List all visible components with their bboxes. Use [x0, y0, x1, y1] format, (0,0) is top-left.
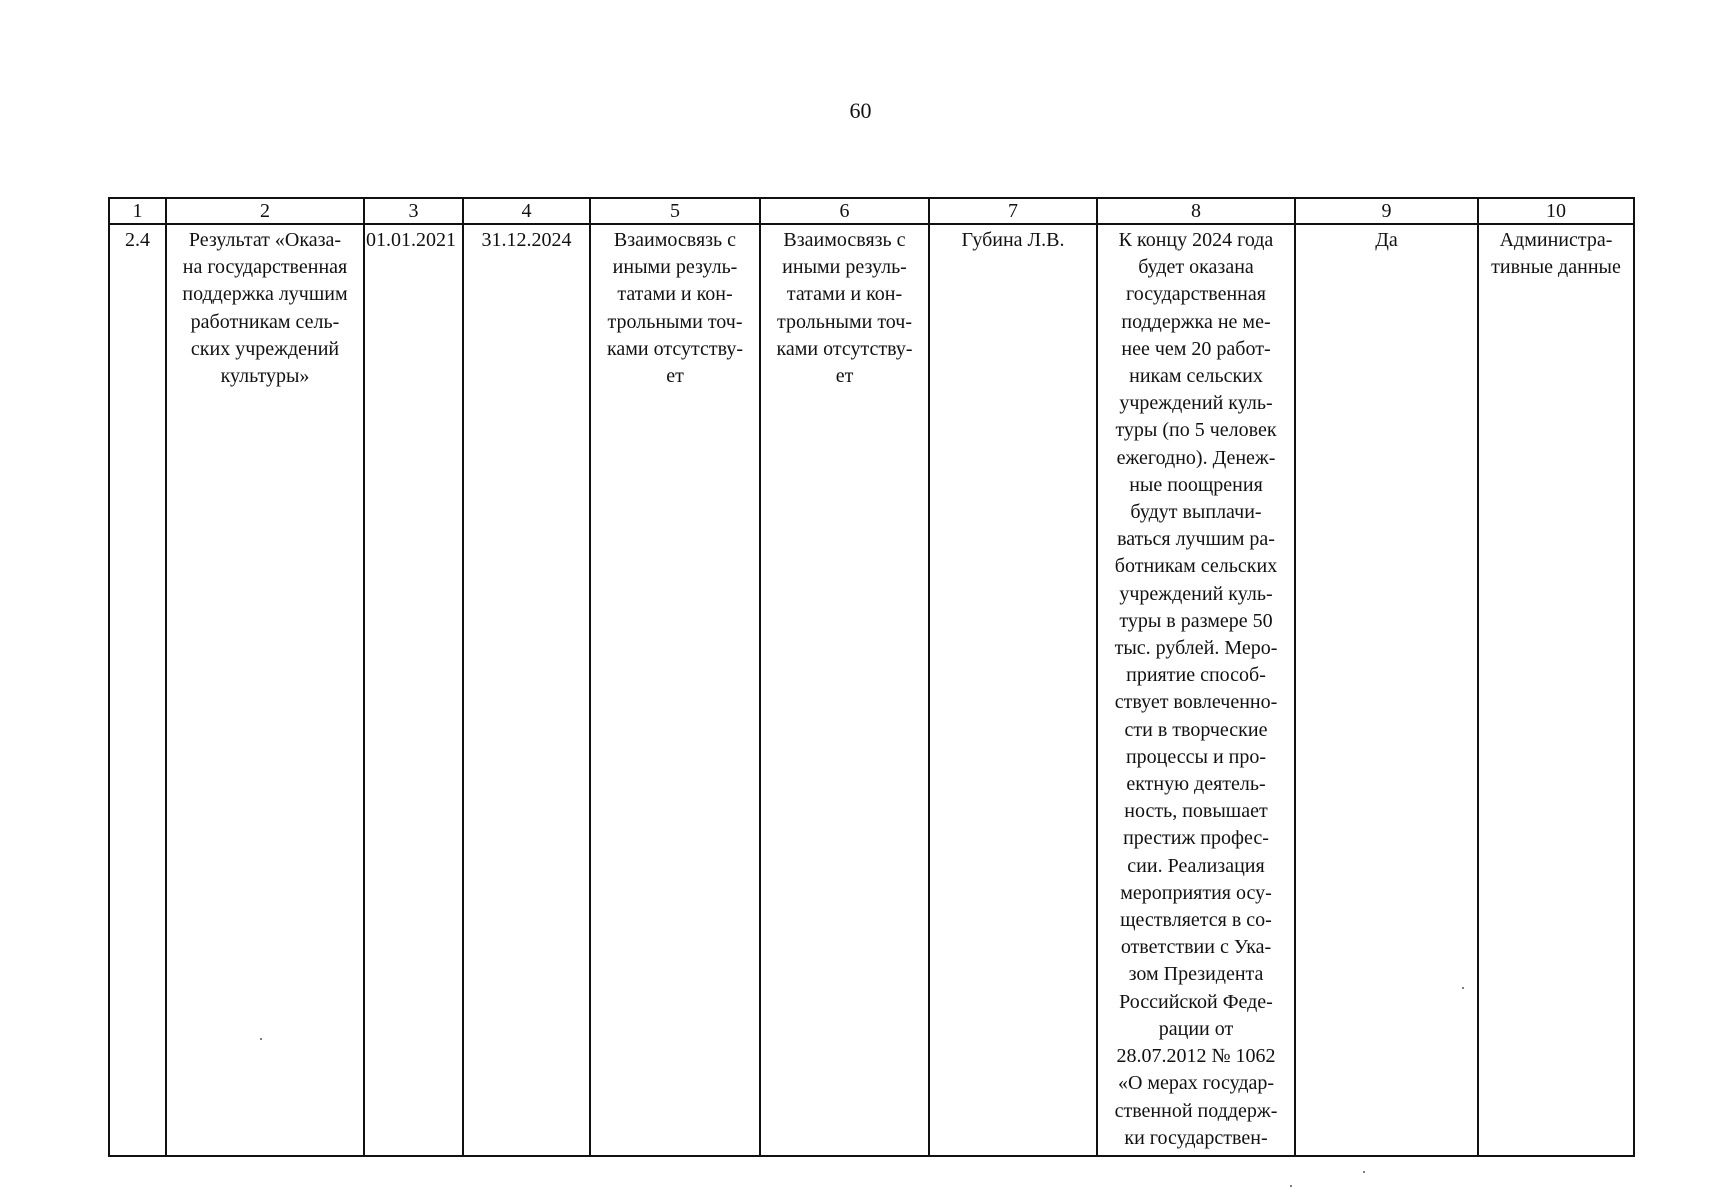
- results-table: [108, 197, 1635, 1157]
- column-header-5: 5: [590, 198, 760, 224]
- table-row: [109, 224, 1634, 1156]
- scan-speck: [1363, 1171, 1365, 1173]
- page-number: 60: [849, 98, 872, 123]
- column-header-2: 2: [166, 198, 364, 224]
- description-cell: К концу 2024 года будет оказана государственная поддержка не ме- нее чем 20 работ- никам сельских учреждений куль- туры (по 5 человек ежегодно). Денеж- ные поощрения будут выплачи- ваться лучшим ра- ботникам сельских учреждений куль- туры в размере 50 тыс. рублей. Меро- приятие способ- ствует вовлеченно- сти в творческие процессы и про- ектную деятель- ность, повышает престиж профес- сии. Реализация мероприятия осу- ществляется в со- ответствии с Ука- зом Президента Российской Феде- рации от 28.07.2012 № 1062 «О мерах государ- ственной поддерж- ки государствен-: [1097, 224, 1295, 1156]
- responsible-person-cell: Губина Л.В.: [929, 224, 1097, 1156]
- column-header-3: 3: [364, 198, 463, 224]
- end-date-cell: 31.12.2024: [463, 224, 590, 1156]
- relationship-cell-b: Взаимосвязь с иными резуль- татами и кон- трольными точ- ками отсутству- ет: [760, 224, 929, 1156]
- start-date-cell: 01.01.2021: [364, 224, 463, 1156]
- column-header-8: 8: [1097, 198, 1295, 224]
- column-header-7: 7: [929, 198, 1097, 224]
- item-number-cell: 2.4: [109, 224, 166, 1156]
- yes-cell: Да: [1295, 224, 1478, 1156]
- result-name-cell: Результат «Оказа- на государственная поддержка лучшим работникам сель- ских учреждений культуры»: [166, 224, 364, 1156]
- table-header-row: [109, 198, 1634, 224]
- column-header-4: 4: [463, 198, 590, 224]
- scan-speck: [1462, 987, 1464, 989]
- relationship-cell-a: Взаимосвязь с иными резуль- татами и кон- трольными точ- ками отсутству- ет: [590, 224, 760, 1156]
- column-header-9: 9: [1295, 198, 1478, 224]
- column-header-6: 6: [760, 198, 929, 224]
- data-source-cell: Администра- тивные данные: [1478, 224, 1634, 1156]
- column-header-10: 10: [1478, 198, 1634, 224]
- scan-speck: [260, 1038, 262, 1040]
- scan-speck: [1290, 1185, 1292, 1187]
- column-header-1: 1: [109, 198, 166, 224]
